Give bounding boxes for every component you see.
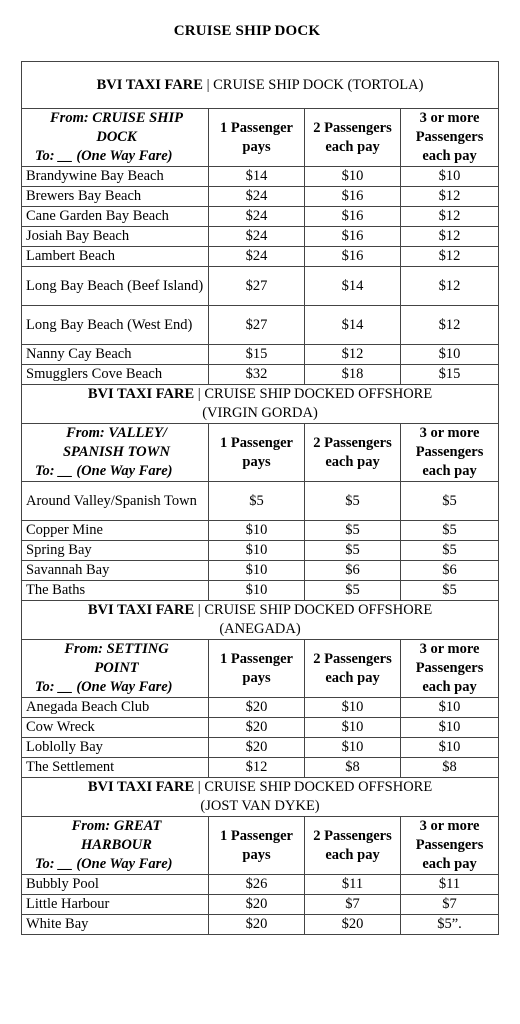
fare-cell-1: $24 [209,247,305,267]
table-row [22,698,499,718]
fare-cell-2: $5 [305,482,401,521]
fare-cell-1: $10 [209,521,305,541]
column-header-row [22,109,499,167]
from-label-line2: SPANISH TOWN [62,444,171,460]
fare-cell-1: $20 [209,698,305,718]
fare-cell-3: $12 [401,247,499,267]
table-row [22,207,499,227]
header-passengers-1: 1 Passenger pays [209,640,305,698]
fare-cell-1: $14 [209,167,305,187]
fare-cell-2: $18 [305,365,401,385]
section-title [22,778,499,817]
destination-cell: Bubbly Pool [22,875,209,895]
header-passengers-3: 3 or more Passengers each pay [401,640,499,698]
section-title-row [22,385,499,424]
section-title-row [22,601,499,640]
destination-cell: Long Bay Beach (West End) [22,306,209,345]
header-passengers-3: 3 or more Passengers each pay [401,817,499,875]
fare-cell-1: $26 [209,875,305,895]
from-to-header [22,109,209,167]
from-label-line2: HARBOUR [81,837,152,853]
fare-cell-3: $11 [401,875,499,895]
section-title-location: (VIRGIN GORDA) [202,405,318,421]
page-title: CRUISE SHIP DOCK [173,23,321,39]
table-row [22,227,499,247]
table-row [22,915,499,935]
destination-cell: The Settlement [22,758,209,778]
header-passengers-2: 2 Passengers each pay [305,109,401,167]
destination-cell: Long Bay Beach (Beef Island) [22,267,209,306]
fare-cell-3: $12 [401,227,499,247]
table-row [22,306,499,345]
destination-cell: Savannah Bay [22,561,209,581]
destination-cell: Around Valley/Spanish Town [22,482,209,521]
section-title [22,601,499,640]
fare-cell-1: $10 [209,561,305,581]
fare-cell-1: $20 [209,738,305,758]
table-row [22,581,499,601]
column-header-row [22,640,499,698]
fare-cell-2: $10 [305,167,401,187]
from-label: From: CRUISE SHIP [50,110,183,126]
table-row [22,187,499,207]
table-row [22,267,499,306]
destination-cell: Copper Mine [22,521,209,541]
fare-cell-2: $16 [305,207,401,227]
from-to-header [22,640,209,698]
to-label: To: __ (One Way Fare) [35,148,173,164]
header-passengers-2: 2 Passengers each pay [305,424,401,482]
table-row [22,365,499,385]
fare-cell-2: $14 [305,267,401,306]
fare-cell-1: $24 [209,187,305,207]
from-label: From: SETTING [64,641,169,657]
to-label: To: __ (One Way Fare) [35,856,173,872]
table-row [22,758,499,778]
fare-cell-2: $16 [305,227,401,247]
destination-cell: Cane Garden Bay Beach [22,207,209,227]
section-title-row [22,778,499,817]
section-title [22,385,499,424]
header-passengers-1: 1 Passenger pays [209,424,305,482]
section-title-location: (JOST VAN DYKE) [200,798,320,814]
fare-cell-3: $10 [401,698,499,718]
from-label: From: GREAT [71,818,162,834]
table-row [22,738,499,758]
header-passengers-2: 2 Passengers each pay [305,640,401,698]
fare-cell-3: $10 [401,167,499,187]
fare-cell-2: $12 [305,345,401,365]
destination-cell: Josiah Bay Beach [22,227,209,247]
section-title-bold: BVI TAXI FARE [87,779,195,795]
fare-cell-1: $5 [209,482,305,521]
fare-cell-1: $20 [209,895,305,915]
section-title-rest: | CRUISE SHIP DOCKED OFFSHORE [194,602,433,618]
fare-cell-1: $12 [209,758,305,778]
fare-cell-3: $12 [401,306,499,345]
fare-cell-3: $12 [401,187,499,207]
destination-cell: Anegada Beach Club [22,698,209,718]
header-passengers-3: 3 or more Passengers each pay [401,109,499,167]
section-title-rest: | CRUISE SHIP DOCKED OFFSHORE [194,779,433,795]
section-title-location: (ANEGADA) [219,621,301,637]
fare-cell-1: $10 [209,581,305,601]
destination-cell: Cow Wreck [22,718,209,738]
section-title-bold: BVI TAXI FARE [87,386,195,402]
table-row [22,521,499,541]
fare-cell-3: $5”. [401,915,499,935]
fare-cell-2: $10 [305,698,401,718]
fare-cell-2: $16 [305,187,401,207]
section-title-bold: BVI TAXI FARE [96,76,203,93]
header-passengers-1: 1 Passenger pays [209,817,305,875]
fare-cell-2: $6 [305,561,401,581]
destination-cell: The Baths [22,581,209,601]
to-label: To: __ (One Way Fare) [35,679,173,695]
fare-cell-3: $7 [401,895,499,915]
destination-cell: White Bay [22,915,209,935]
fare-cell-1: $20 [209,718,305,738]
section-title-bold: BVI TAXI FARE [87,602,195,618]
destination-cell: Nanny Cay Beach [22,345,209,365]
fare-cell-3: $6 [401,561,499,581]
fare-cell-1: $10 [209,541,305,561]
fare-cell-2: $14 [305,306,401,345]
fare-cell-3: $10 [401,738,499,758]
destination-cell: Little Harbour [22,895,209,915]
fare-cell-3: $12 [401,267,499,306]
fare-cell-2: $10 [305,738,401,758]
from-label: From: VALLEY/ [66,425,167,441]
fare-cell-1: $27 [209,306,305,345]
table-row [22,718,499,738]
fare-cell-2: $10 [305,718,401,738]
destination-cell: Lambert Beach [22,247,209,267]
section-title [22,62,499,109]
table-row [22,482,499,521]
fare-cell-3: $5 [401,482,499,521]
section-title-rest: | CRUISE SHIP DOCK (TORTOLA) [202,76,424,93]
table-row [22,541,499,561]
fare-cell-2: $7 [305,895,401,915]
fare-cell-2: $5 [305,521,401,541]
from-to-header [22,817,209,875]
header-passengers-3: 3 or more Passengers each pay [401,424,499,482]
fare-cell-2: $20 [305,915,401,935]
section-title-rest: | CRUISE SHIP DOCKED OFFSHORE [194,386,433,402]
fare-cell-2: $11 [305,875,401,895]
column-header-row [22,424,499,482]
destination-cell: Loblolly Bay [22,738,209,758]
fare-cell-3: $5 [401,541,499,561]
fare-cell-1: $32 [209,365,305,385]
fare-cell-1: $27 [209,267,305,306]
fare-cell-3: $8 [401,758,499,778]
header-passengers-1: 1 Passenger pays [209,109,305,167]
fare-cell-1: $20 [209,915,305,935]
fare-cell-1: $24 [209,227,305,247]
table-row [22,167,499,187]
from-label-line2: POINT [94,660,139,676]
fare-cell-3: $12 [401,207,499,227]
fare-cell-3: $5 [401,581,499,601]
fare-table-body [22,62,499,935]
fare-cell-3: $5 [401,521,499,541]
from-label-line2: DOCK [96,129,137,145]
fare-cell-1: $15 [209,345,305,365]
to-label: To: __ (One Way Fare) [35,463,173,479]
header-passengers-2: 2 Passengers each pay [305,817,401,875]
taxi-fare-table [21,61,499,935]
table-row [22,561,499,581]
fare-cell-3: $10 [401,718,499,738]
fare-cell-2: $5 [305,541,401,561]
section-title-row [22,62,499,109]
fare-cell-2: $16 [305,247,401,267]
table-row [22,247,499,267]
destination-cell: Brandywine Bay Beach [22,167,209,187]
destination-cell: Spring Bay [22,541,209,561]
destination-cell: Brewers Bay Beach [22,187,209,207]
fare-cell-2: $5 [305,581,401,601]
column-header-row [22,817,499,875]
fare-cell-3: $15 [401,365,499,385]
fare-cell-1: $24 [209,207,305,227]
table-row [22,875,499,895]
table-row [22,345,499,365]
fare-cell-2: $8 [305,758,401,778]
table-row [22,895,499,915]
fare-cell-3: $10 [401,345,499,365]
from-to-header [22,424,209,482]
destination-cell: Smugglers Cove Beach [22,365,209,385]
